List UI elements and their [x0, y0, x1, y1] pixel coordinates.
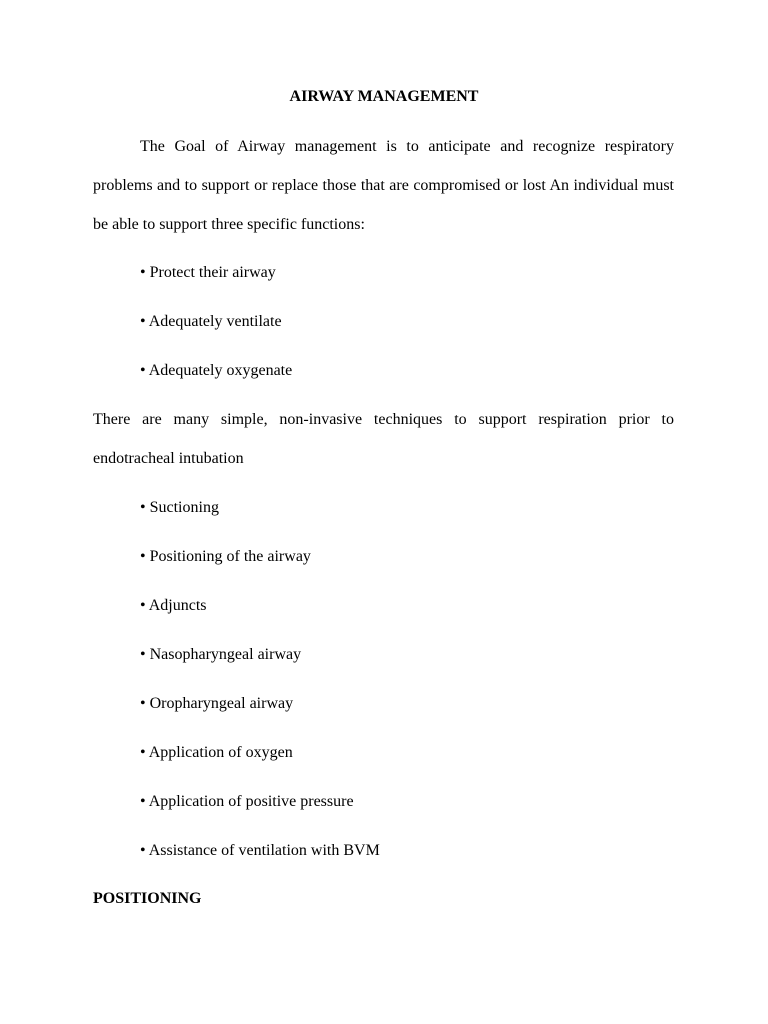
list-item: • Application of positive pressure: [140, 793, 354, 810]
list-item: • Protect their airway: [140, 264, 276, 281]
techniques-paragraph: There are many simple, non-invasive techniques to support respiration prior to endotracheal intubation: [93, 411, 674, 467]
list-item: • Nasopharyngeal airway: [140, 646, 302, 663]
list-item: • Application of oxygen: [140, 744, 293, 761]
list-item: • Adequately oxygenate: [140, 362, 293, 379]
techniques-list: [140, 498, 380, 890]
list-item: • Suctioning: [140, 499, 219, 516]
list-item: • Adequately ventilate: [140, 313, 282, 330]
intro-paragraph: The Goal of Airway management is to anticipate and recognize respiratory problems and to support or replace those that are compromised or lost An individual must be able to support three specific functions:: [93, 138, 674, 233]
functions-list: [140, 263, 292, 410]
section-heading: POSITIONING: [93, 890, 202, 907]
list-item: • Assistance of ventilation with BVM: [140, 842, 380, 859]
list-item: • Adjuncts: [140, 597, 207, 614]
document-title: AIRWAY MANAGEMENT: [289, 88, 479, 105]
list-item: • Oropharyngeal airway: [140, 695, 294, 712]
list-item: • Positioning of the airway: [140, 548, 311, 565]
